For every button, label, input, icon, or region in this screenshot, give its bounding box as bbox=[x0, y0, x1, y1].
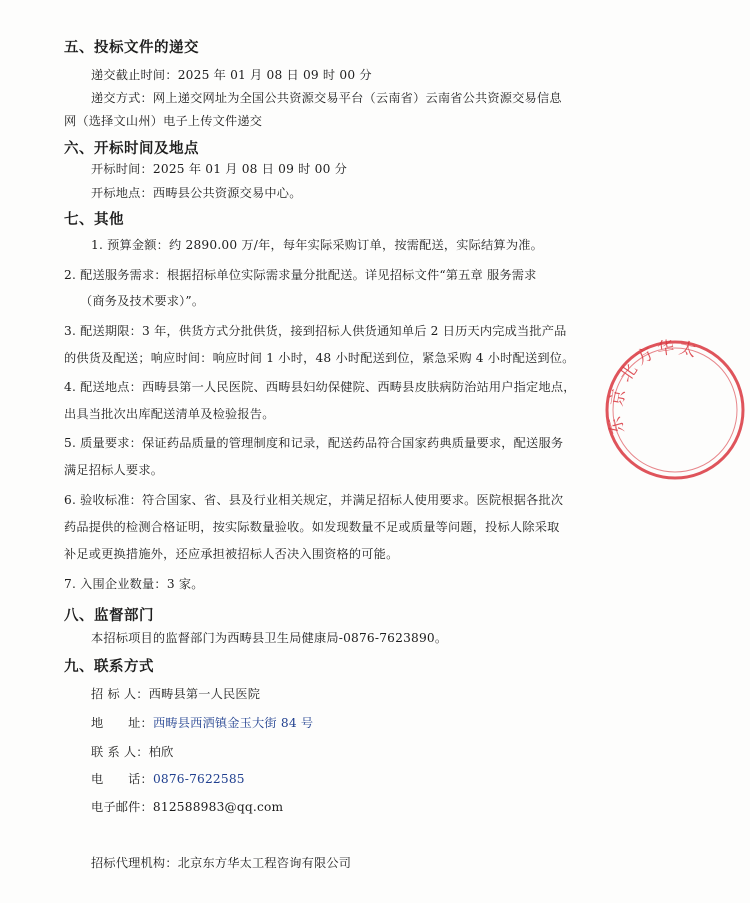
other-item-6-line2: 药品提供的检测合格证明，按实际数量验收。如发现数量不足或质量等问题，投标人除采取 bbox=[64, 520, 560, 534]
tender-agency: 招标代理机构：北京东方华太工程咨询有限公司 bbox=[91, 856, 352, 870]
contact-phone bbox=[91, 770, 245, 787]
other-item-7: 7. 入围企业数量：3 家。 bbox=[64, 577, 204, 591]
opening-place: 开标地点：西畴县公共资源交易中心。 bbox=[91, 186, 302, 200]
section-8-heading: 八、监督部门 bbox=[64, 608, 154, 624]
svg-text:东: 东 bbox=[605, 414, 629, 436]
svg-text:北: 北 bbox=[615, 360, 642, 386]
other-item-4-line1: 4. 配送地点：西畴县第一人民医院、西畴县妇幼保健院、西畴县皮肤病防治站用户指定地点， bbox=[64, 380, 576, 394]
other-item-1: 1. 预算金额：约 2890.00 万/年，每年实际采购订单，按需配送，实际结算为准。 bbox=[91, 238, 543, 252]
section-9-heading: 九、联系方式 bbox=[64, 659, 154, 675]
contact-phone-label: 电 话： bbox=[91, 772, 153, 786]
other-item-3-line2: 的供货及配送；响应时间：响应时间 1 小时，48 小时配送到位，紧急采购 4 小时配送到位。 bbox=[64, 351, 575, 365]
other-item-5-line2: 满足招标人要求。 bbox=[64, 463, 164, 477]
other-item-2-line1: 2. 配送服务需求：根据招标单位实际需求量分批配送。详见招标文件“第五章 服务需求 bbox=[64, 268, 537, 282]
contact-phone-value: 0876-7622585 bbox=[152, 772, 245, 786]
svg-text:方: 方 bbox=[632, 343, 658, 370]
submission-method-line2: 网（选择文山州）电子上传文件递交 bbox=[64, 114, 263, 128]
other-item-2-line2: （商务及技术要求）”。 bbox=[80, 294, 205, 308]
svg-text:京: 京 bbox=[607, 387, 630, 408]
svg-text:华: 华 bbox=[655, 337, 676, 360]
contact-address-label: 地 址： bbox=[91, 716, 153, 730]
other-item-6-line1: 6. 验收标准：符合国家、省、县及行业相关规定，并满足招标人使用要求。医院根据各批次 bbox=[64, 493, 564, 507]
submission-method-line1: 递交方式：网上递交网址为全国公共资源交易平台（云南省）云南省公共资源交易信息 bbox=[91, 91, 562, 105]
opening-time: 开标时间：2025 年 01 月 08 日 09 时 00 分 bbox=[91, 162, 347, 176]
contact-email: 电子邮件：812588983@qq.com bbox=[91, 800, 284, 814]
contact-person: 联 系 人：柏欣 bbox=[91, 745, 174, 759]
company-seal-stamp bbox=[600, 335, 750, 485]
section-5-heading: 五、投标文件的递交 bbox=[64, 40, 199, 56]
contact-address bbox=[91, 714, 313, 731]
contact-tenderer: 招 标 人：西畴县第一人民医院 bbox=[91, 687, 261, 701]
other-item-6-line3: 补足或更换措施外，还应承担被招标人否决入围资格的可能。 bbox=[64, 547, 399, 561]
other-item-5-line1: 5. 质量要求：保证药品质量的管理制度和记录，配送药品符合国家药典质量要求，配送服务 bbox=[64, 436, 564, 450]
other-item-3-line1: 3. 配送期限：3 年，供货方式分批供货，接到招标人供货通知单后 2 日历天内完成当批产品 bbox=[64, 324, 567, 338]
svg-text:太: 太 bbox=[676, 338, 698, 362]
section-7-heading: 七、其他 bbox=[64, 212, 124, 228]
section-6-heading: 六、开标时间及地点 bbox=[64, 141, 199, 157]
supervision-text: 本招标项目的监督部门为西畴县卫生局健康局-0876-7623890。 bbox=[91, 631, 448, 645]
other-item-4-line2: 出具当批次出库配送清单及检验报告。 bbox=[64, 407, 275, 421]
contact-address-value: 西畴县西洒镇金玉大街 84 号 bbox=[152, 716, 314, 730]
submission-deadline: 递交截止时间：2025 年 01 月 08 日 09 时 00 分 bbox=[91, 68, 372, 82]
